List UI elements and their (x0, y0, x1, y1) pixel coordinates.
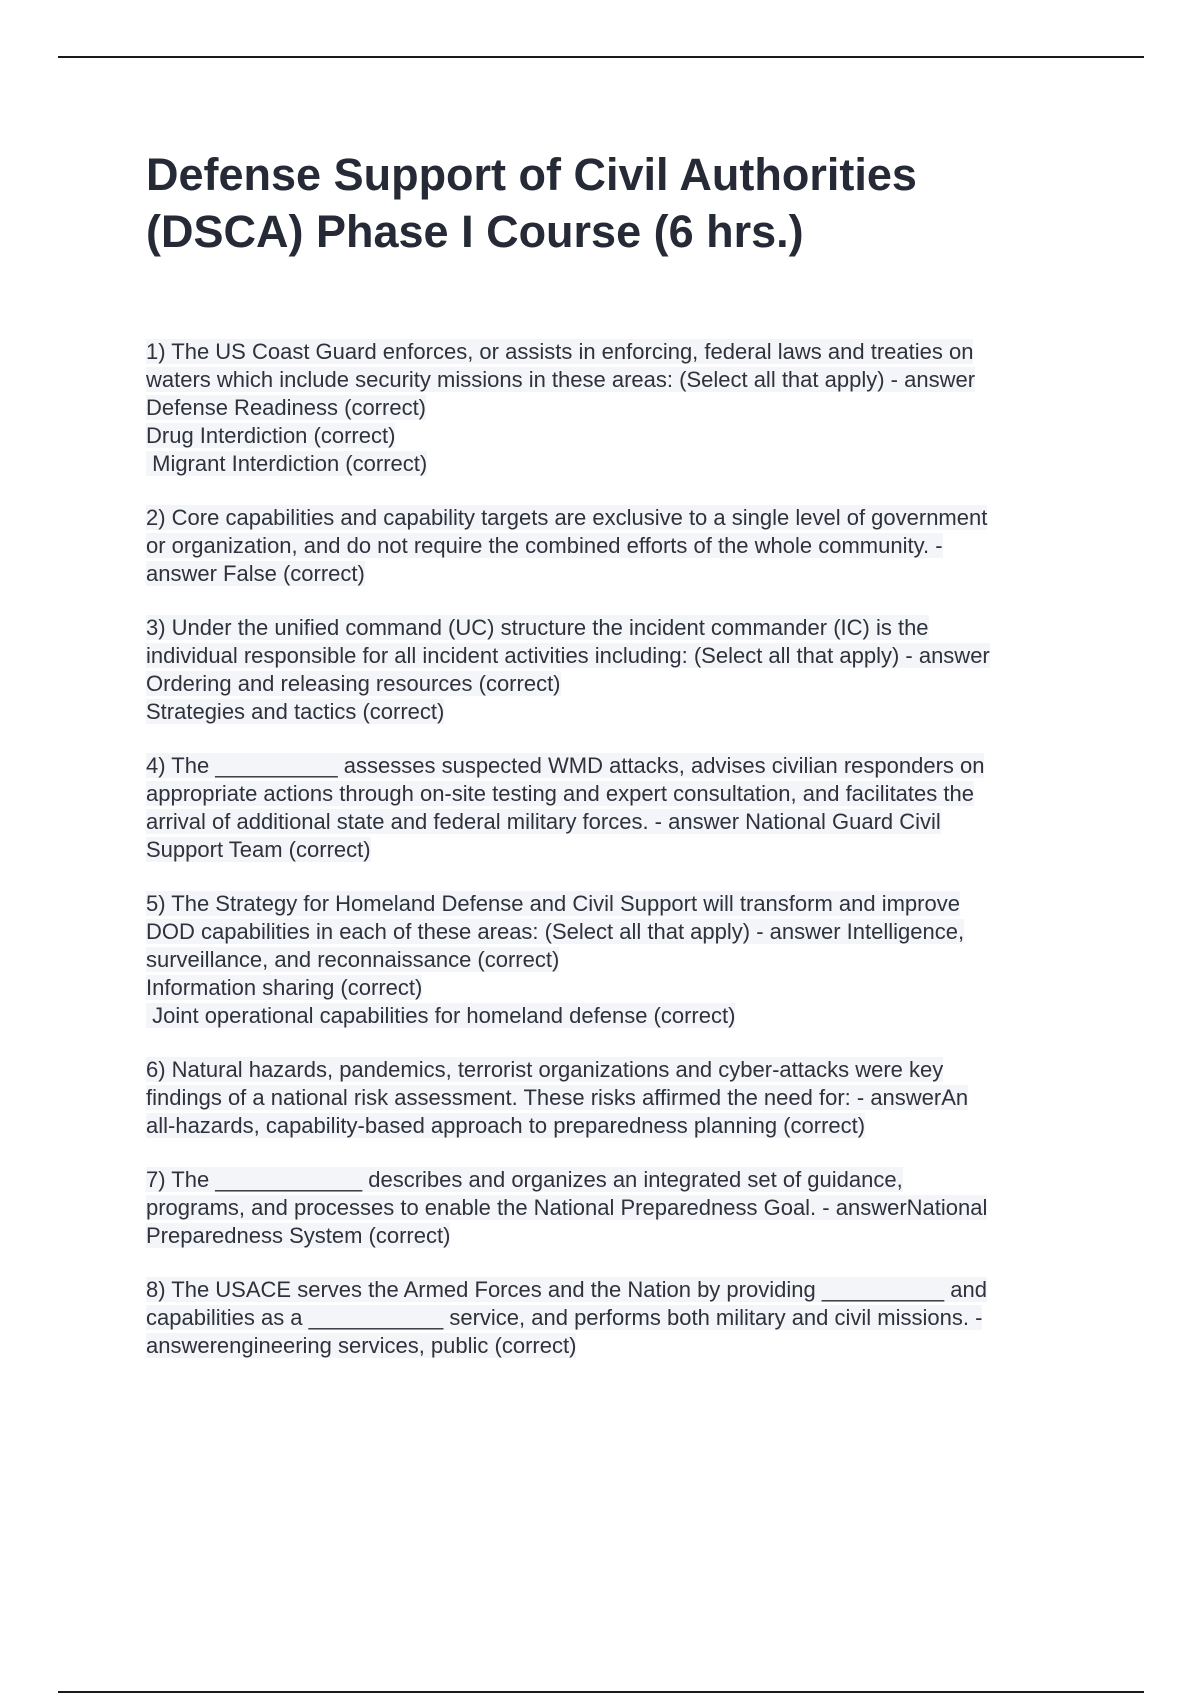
question-text-line (146, 394, 1076, 422)
question-text: answer False (correct) (146, 561, 365, 586)
question-text: Migrant Interdiction (correct) (146, 451, 428, 476)
question-text: arrival of additional state and federal military forces. - answer National Guard Civil (146, 809, 941, 834)
question-text: Joint operational capabilities for homeland defense (correct) (146, 1003, 736, 1028)
question-text: Strategies and tactics (correct) (146, 699, 445, 724)
question-text-line (146, 1276, 1076, 1304)
question-text: Preparedness System (correct) (146, 1223, 451, 1248)
document-title (146, 146, 1076, 260)
question-text: Defense Readiness (correct) (146, 395, 427, 420)
title-line-2: (DSCA) Phase I Course (6 hrs.) (146, 206, 804, 257)
question-text-line (146, 504, 1076, 532)
question-text-line (146, 974, 1076, 1002)
question-text-line (146, 698, 1076, 726)
question-text-line (146, 918, 1076, 946)
question-text: findings of a national risk assessment. These risks affirmed the need for: - answerAn (146, 1085, 969, 1110)
question-text-line (146, 1166, 1076, 1194)
document-body (146, 146, 1076, 1386)
question-item (146, 504, 1076, 588)
question-text: Information sharing (correct) (146, 975, 423, 1000)
question-item (146, 614, 1076, 726)
question-text: Drug Interdiction (correct) (146, 423, 396, 448)
question-item (146, 1056, 1076, 1140)
question-text-line (146, 1056, 1076, 1084)
question-text-line (146, 338, 1076, 366)
question-text: waters which include security missions in these areas: (Select all that apply) - answer (146, 367, 976, 392)
question-text-line (146, 1332, 1076, 1360)
question-text: 5) The Strategy for Homeland Defense and Civil Support will transform and improve (146, 891, 960, 916)
question-text-line (146, 560, 1076, 588)
question-text-line (146, 946, 1076, 974)
question-text: appropriate actions through on-site testing and expert consultation, and facilitates the (146, 781, 974, 806)
bottom-rule (58, 1691, 1144, 1693)
question-item (146, 338, 1076, 478)
question-text-line (146, 1222, 1076, 1250)
question-text-line (146, 642, 1076, 670)
question-text: 4) The __________ assesses suspected WMD attacks, advises civilian responders on (146, 753, 985, 778)
question-text-line (146, 614, 1076, 642)
question-text-line (146, 1304, 1076, 1332)
question-text-line (146, 808, 1076, 836)
question-text-line (146, 752, 1076, 780)
question-text: DOD capabilities in each of these areas: (Select all that apply) - answer Intelligence, (146, 919, 965, 944)
question-text-line (146, 532, 1076, 560)
question-text-line (146, 836, 1076, 864)
question-text-line (146, 1002, 1076, 1030)
question-text-line (146, 670, 1076, 698)
question-text: 8) The USACE serves the Armed Forces and the Nation by providing __________ and (146, 1277, 987, 1302)
question-text: surveillance, and reconnaissance (correct) (146, 947, 560, 972)
top-rule (58, 56, 1144, 58)
question-text-line (146, 1084, 1076, 1112)
question-text: capabilities as a ___________ service, and performs both military and civil missions. - (146, 1305, 983, 1330)
question-text: 3) Under the unified command (UC) structure the incident commander (IC) is the (146, 615, 929, 640)
question-text: all-hazards, capability-based approach to preparedness planning (correct) (146, 1113, 866, 1138)
question-text-line (146, 1112, 1076, 1140)
question-list (146, 338, 1076, 1360)
question-text: programs, and processes to enable the National Preparedness Goal. - answerNational (146, 1195, 988, 1220)
question-text: 2) Core capabilities and capability targets are exclusive to a single level of government (146, 505, 988, 530)
question-item (146, 752, 1076, 864)
question-text: individual responsible for all incident activities including: (Select all that apply) - answer (146, 643, 990, 668)
question-item (146, 1276, 1076, 1360)
question-text-line (146, 1194, 1076, 1222)
question-text-line (146, 780, 1076, 808)
question-text: or organization, and do not require the combined efforts of the whole community. - (146, 533, 943, 558)
question-text: answerengineering services, public (correct) (146, 1333, 577, 1358)
question-text: Ordering and releasing resources (correct) (146, 671, 561, 696)
question-text-line (146, 450, 1076, 478)
question-text: 6) Natural hazards, pandemics, terrorist organizations and cyber-attacks were key (146, 1057, 944, 1082)
question-text-line (146, 422, 1076, 450)
question-text: 7) The ____________ describes and organizes an integrated set of guidance, (146, 1167, 903, 1192)
title-line-1: Defense Support of Civil Authorities (146, 149, 917, 200)
question-item (146, 890, 1076, 1030)
question-text: 1) The US Coast Guard enforces, or assists in enforcing, federal laws and treaties on (146, 339, 974, 364)
question-text-line (146, 890, 1076, 918)
question-text-line (146, 366, 1076, 394)
question-item (146, 1166, 1076, 1250)
question-text: Support Team (correct) (146, 837, 371, 862)
